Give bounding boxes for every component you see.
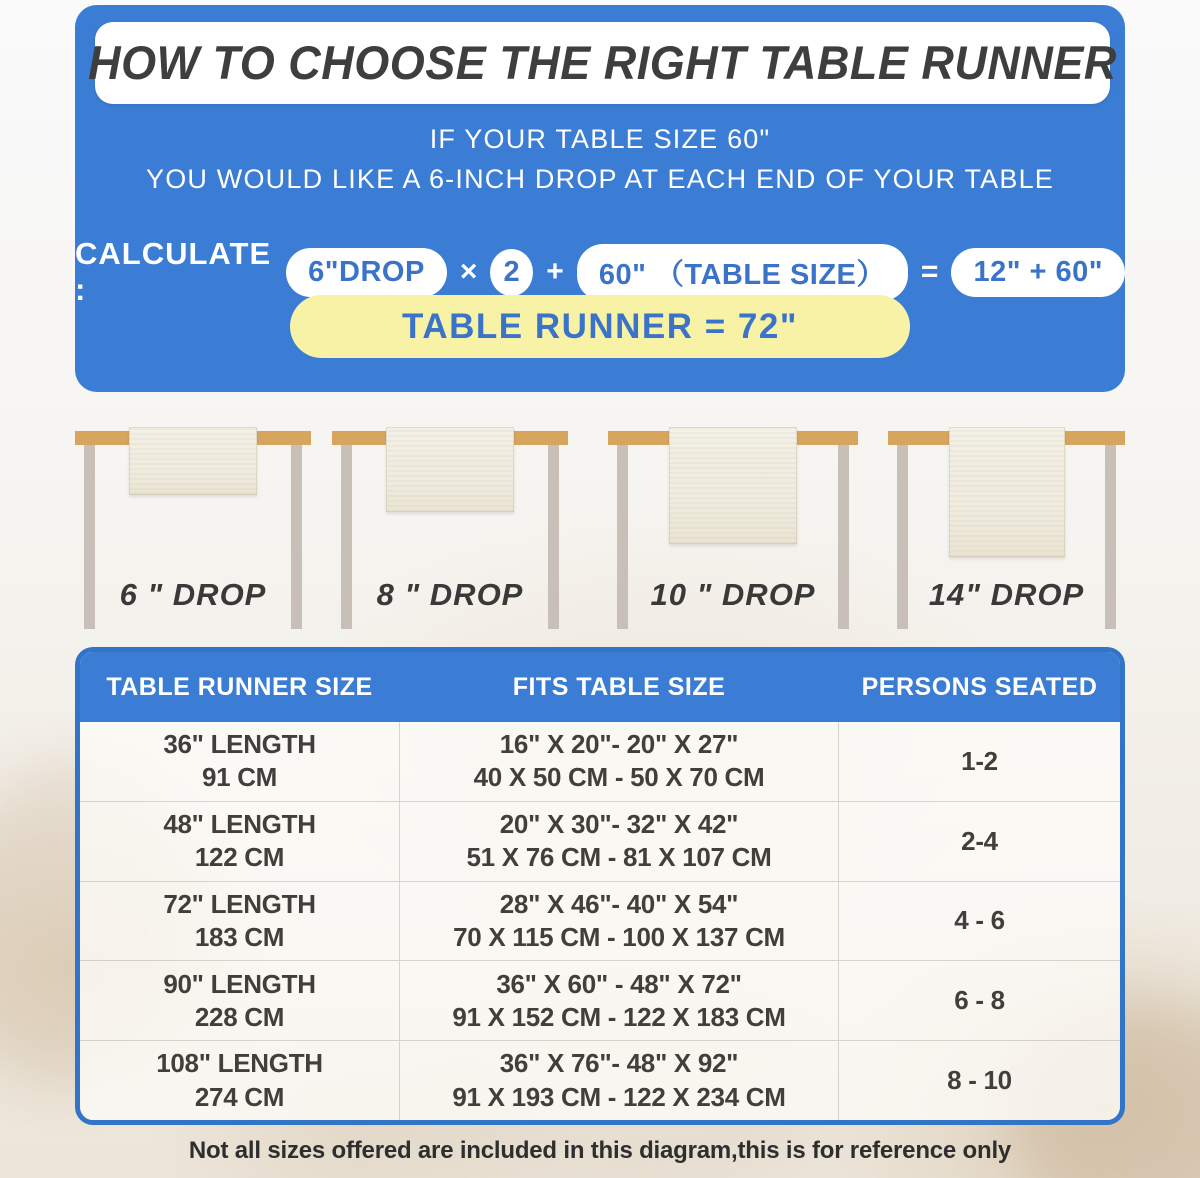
persons-seated-cell: 4 - 6 xyxy=(954,905,1005,936)
fits-table-cell xyxy=(399,1041,839,1120)
fits-table-cell xyxy=(399,882,839,961)
runner-swatch xyxy=(669,427,797,544)
runner-size-inches: 36" LENGTH xyxy=(163,729,316,760)
runner-size-cell xyxy=(80,728,399,795)
persons-seated-cell: 1-2 xyxy=(961,745,998,776)
runner-size-inches: 72" LENGTH xyxy=(163,888,316,919)
runner-size-cell xyxy=(80,1047,399,1114)
runner-size-cell xyxy=(80,808,399,875)
fits-table-cell xyxy=(399,802,839,881)
reference-note: Not all sizes offered are included in this diagram,this is for reference only xyxy=(188,1137,1012,1164)
fits-size-cm: 40 X 50 CM - 50 X 70 CM xyxy=(473,762,765,793)
size-chart-body xyxy=(80,722,1120,1120)
drop-label: 8 " DROP xyxy=(376,577,524,612)
size-chart-header-row xyxy=(80,652,1120,722)
table-figure-6in-drop xyxy=(75,426,311,631)
calculate-label: CALCULATE : xyxy=(75,236,272,307)
fits-size-inches: 36" X 76"- 48" X 92" xyxy=(499,1048,739,1079)
runner-swatch xyxy=(949,427,1065,557)
fits-size-inches: 36" X 60" - 48" X 72" xyxy=(496,968,742,999)
table-row xyxy=(80,960,1120,1040)
column-header-runner-size: TABLE RUNNER SIZE xyxy=(106,672,373,701)
sum-pill: 12" + 60" xyxy=(951,248,1125,297)
runner-size-inches: 90" LENGTH xyxy=(163,968,316,999)
column-header-fits-table: FITS TABLE SIZE xyxy=(512,672,726,701)
runner-size-cm: 183 CM xyxy=(194,921,285,952)
subtitle-line-2: YOU WOULD LIKE A 6-INCH DROP AT EACH END OF YOUR TABLE xyxy=(145,164,1054,194)
equals-sign: = xyxy=(920,255,939,288)
table-row xyxy=(80,1040,1120,1120)
drop-value-pill: 6"DROP xyxy=(286,248,447,297)
runner-size-cm: 91 CM xyxy=(201,762,278,793)
runner-size-inches: 108" LENGTH xyxy=(156,1048,323,1079)
runner-size-cm: 228 CM xyxy=(194,1001,285,1032)
fits-table-cell xyxy=(399,961,839,1040)
fits-size-cm: 91 X 193 CM - 122 X 234 CM xyxy=(452,1081,786,1112)
persons-seated-cell: 8 - 10 xyxy=(947,1064,1012,1095)
multiply-sign: × xyxy=(459,255,478,288)
multiplier-pill: 2 xyxy=(490,249,533,296)
fits-size-inches: 20" X 30"- 32" X 42" xyxy=(499,808,739,839)
runner-swatch xyxy=(129,427,257,495)
size-chart-table xyxy=(75,647,1125,1125)
fits-table-cell xyxy=(399,722,839,801)
table-row xyxy=(80,881,1120,961)
fits-size-cm: 70 X 115 CM - 100 X 137 CM xyxy=(453,921,785,952)
fits-size-cm: 51 X 76 CM - 81 X 107 CM xyxy=(466,842,772,873)
persons-seated-cell: 2-4 xyxy=(961,825,998,856)
plus-sign: + xyxy=(546,255,564,288)
runner-result-pill: TABLE RUNNER = 72" xyxy=(290,295,910,358)
fits-size-inches: 28" X 46"- 40" X 54" xyxy=(499,888,739,919)
subtitle-line-1: IF YOUR TABLE SIZE 60" xyxy=(429,124,771,154)
drop-label: 10 " DROP xyxy=(650,577,816,612)
table-row xyxy=(80,801,1120,881)
runner-swatch xyxy=(386,427,514,512)
page-title: HOW TO CHOOSE THE RIGHT TABLE RUNNER xyxy=(88,35,1117,90)
table-figure-8in-drop xyxy=(332,426,568,631)
persons-seated-cell: 6 - 8 xyxy=(954,985,1005,1016)
table-row xyxy=(80,722,1120,801)
fits-size-inches: 16" X 20"- 20" X 27" xyxy=(499,729,739,760)
runner-size-cm: 274 CM xyxy=(194,1081,285,1112)
fits-size-cm: 91 X 152 CM - 122 X 183 CM xyxy=(452,1001,786,1032)
column-header-persons: PERSONS SEATED xyxy=(861,672,1098,701)
drop-illustrations xyxy=(75,426,1125,638)
runner-size-cell xyxy=(80,888,399,955)
title-banner xyxy=(88,22,1117,104)
subtitle-block xyxy=(75,126,1125,206)
drop-label: 6 " DROP xyxy=(119,577,267,612)
table-size-pill: 60" （TABLE SIZE） xyxy=(577,244,908,301)
runner-size-cell xyxy=(80,968,399,1035)
table-figure-14in-drop xyxy=(888,426,1125,631)
table-figure-10in-drop xyxy=(608,426,858,631)
runner-size-cm: 122 CM xyxy=(194,842,285,873)
runner-size-inches: 48" LENGTH xyxy=(163,808,316,839)
header-panel xyxy=(75,5,1125,392)
drop-label: 14" DROP xyxy=(928,577,1085,612)
